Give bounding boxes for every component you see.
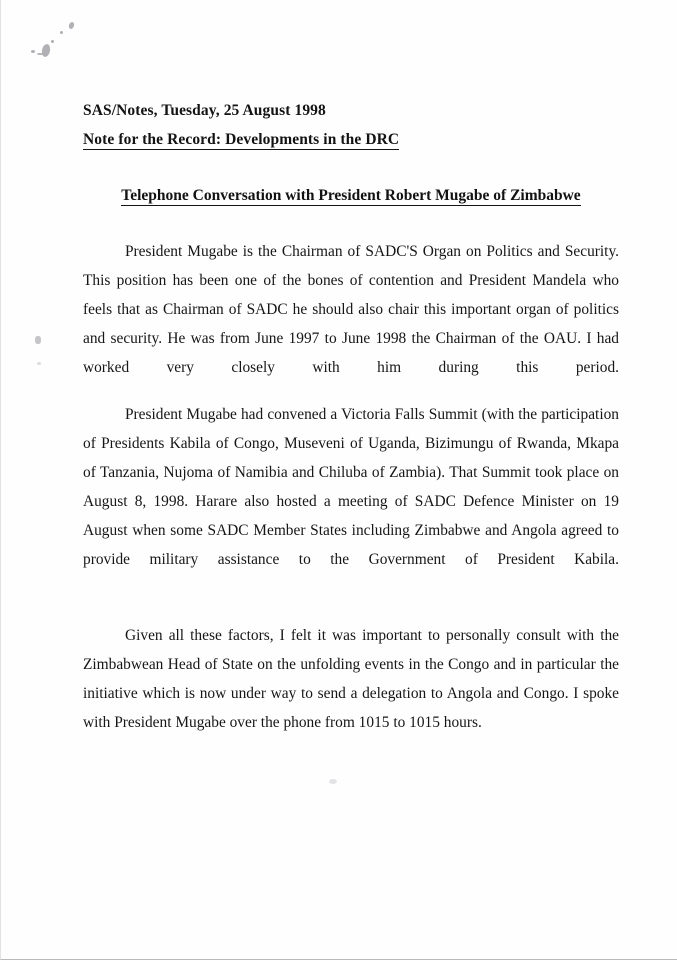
body-paragraph: President Mugabe is the Chairman of SADC'S Organ on Politics and Security. This position has been one of the bones of contention and President Mandela who feels that as Chairman of SADC he should also chair this important organ of politics and security. He was from June 1997 to June 1998 the Chairman of the OAU. I had worked very closely with him during this period. bbox=[83, 243, 619, 376]
header-subject-line bbox=[83, 131, 399, 149]
scan-artifact-margin-speck bbox=[35, 336, 41, 344]
scan-artifact-mark-top-left bbox=[29, 20, 109, 70]
scan-artifact-lower-speck bbox=[329, 779, 337, 784]
document-title bbox=[83, 187, 619, 205]
scan-artifact-margin-speck-2 bbox=[37, 362, 41, 365]
header-date-line: SAS/Notes, Tuesday, 25 August 1998 bbox=[83, 102, 326, 119]
body-paragraph: President Mugabe had convened a Victoria Falls Summit (with the participation of Presidents Kabila of Congo, Museveni of Uganda, Bizimungu of Rwanda, Mkapa of Tanzania, Nujoma of Namibia and Chiluba of Zambia). That Summit took place on August 8, 1998. Harare also hosted a meeting of SADC Defence Minister on 19 August when some SADC Member States including Zimbabwe and Angola agreed to provide military assistance to the Government of President Kabila. bbox=[83, 406, 619, 568]
document-title-text: Telephone Conversation with President Robert Mugabe of Zimbabwe bbox=[121, 187, 581, 204]
body-paragraph: Given all these factors, I felt it was important to personally consult with the Zimbabwean Head of State on the unfolding events in the Congo and in particular the initiative which is now under way to send a delegation to Angola and Congo. I spoke with President Mugabe over the phone from 1015 to 1015 hours. bbox=[83, 627, 619, 731]
header-subject-text: Note for the Record: Developments in the DRC bbox=[83, 131, 400, 148]
